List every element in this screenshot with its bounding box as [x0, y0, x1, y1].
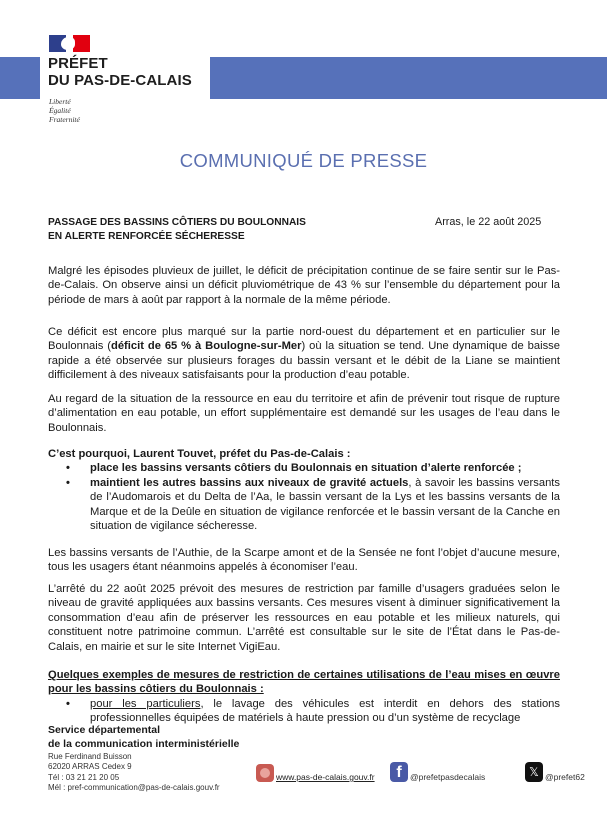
paragraph-2: Ce déficit est encore plus marqué sur la partie nord-ouest du département et en particulier sur le Boulonnais (déficit de 65 % à Boulogne-sur-Mer) où la situation se tend. Une dynamique de baisse rapide a été observée sur plusieurs forages du bassin versant et le débit de la Liane se maintient difficilement à des niveaux satisfaisants pour la production d’eau potable.	[48, 326, 560, 382]
footer-address: Rue Ferdinand Buisson 62020 ARRAS Cedex 9 Tél : 03 21 21 20 05 Mél : pref-communication@pas-de-calais.gouv.fr	[48, 752, 220, 793]
prefecture-name: PRÉFET DU PAS-DE-CALAIS	[48, 55, 192, 89]
paragraph-decision: C’est pourquoi, Laurent Touvet, préfet du Pas-de-Calais : • place les bassins versants côtiers du Boulonnais en situation d’alerte renforcée ; • maintient les autres bassins aux niveaux de gravité actuels, à savoir les bassins versants de l’Audomarois et du Delta de l’Aa, le bassin versant de la Lys et les bassins versants de la Marque et de la Deûle en situation de vigilance renforcée et le bassin versant de la Canche en situation de vigilance sécheresse.	[48, 448, 560, 533]
list-item: • place les bassins versants côtiers du Boulonnais en situation d’alerte renforcée ;	[66, 462, 522, 475]
headline: PASSAGE DES BASSINS CÔTIERS DU BOULONNAIS EN ALERTE RENFORCÉE SÉCHERESSE	[48, 217, 306, 242]
facebook-icon: f	[390, 762, 408, 782]
header-band-right	[210, 57, 607, 99]
website-icon	[256, 764, 274, 782]
paragraph-examples: Quelques exemples de mesures de restriction de certaines utilisations de l’eau mises en œuvre pour les bassins côtiers du Boulonnais : • pour les particuliers, le lavage des véhicules est interdit en dehors des stations professionnelles équipées de matériels à haute pression ou d’un système de recyclage	[48, 669, 560, 725]
x-link[interactable]: 𝕏 @prefet62	[525, 758, 585, 782]
republic-flag-icon	[49, 35, 90, 52]
list-item: • pour les particuliers, le lavage des véhicules est interdit en dehors des stations professionnelles équipées de matériels à haute pression ou d’un système de recyclage	[66, 697, 560, 725]
paragraph-5: Les bassins versants de l’Authie, de la Scarpe amont et de la Sensée ne font l’objet d’aucune mesure, tous les usagers étant néanmoins appelés à économiser l’eau.	[48, 547, 560, 574]
examples-list	[48, 697, 560, 726]
republic-motto: Liberté Égalité Fraternité	[49, 97, 80, 124]
page-title: COMMUNIQUÉ DE PRESSE	[179, 150, 428, 171]
paragraph-6: L’arrêté du 22 août 2025 prévoit des mesures de restriction par famille d’usagers graduées selon le niveau de gravité appliquées aux bassins versants. Ces mesures visent à diminuer significativement la consommation d’eau afin de préserver les ressources en eau potable et les milieux naturels, qui constituent notre patrimoine commun. L’arrêté est consultable sur le site de l’État dans le Pas-de-Calais, en mairie et sur le site Internet VigiEau.	[48, 583, 560, 653]
x-icon: 𝕏	[525, 762, 543, 782]
facebook-link[interactable]: f @prefetpasdecalais	[390, 758, 485, 782]
decision-list	[48, 461, 560, 533]
email-link[interactable]: Mél : pref-communication@pas-de-calais.gouv.fr	[48, 783, 220, 793]
prefecture-logo	[40, 30, 210, 130]
paragraph-1: Malgré les épisodes pluvieux de juillet, le déficit de précipitation continue de se faire sentir sur le Pas-de-Calais. On observe ainsi un déficit pluviométrique de 43 % sur l’ensemble du département pour la période de mars à août par rapport à la normale de la même période.	[48, 265, 560, 306]
footer-organization: Service départemental de la communication interministérielle	[48, 724, 240, 750]
list-item: • maintient les autres bassins aux niveaux de gravité actuels, à savoir les bassins versants de l’Audomarois et du Delta de l’Aa, le bassin versant de la Lys et les bassins versants de la Marque et de la Deûle en situation de vigilance renforcée et le bassin versant de la Canche en situation de vigilance sécheresse.	[66, 476, 560, 533]
dateline: Arras, le 22 août 2025	[435, 216, 542, 228]
website-link[interactable]: www.pas-de-calais.gouv.fr	[256, 758, 375, 782]
paragraph-3: Au regard de la situation de la ressource en eau du territoire et afin de prévenir tout risque de rupture d’alimentation en eau potable, un effort supplémentaire est demandé sur les usages de l’eau dans le Boulonnais.	[48, 393, 560, 434]
header-band-left	[0, 57, 40, 99]
